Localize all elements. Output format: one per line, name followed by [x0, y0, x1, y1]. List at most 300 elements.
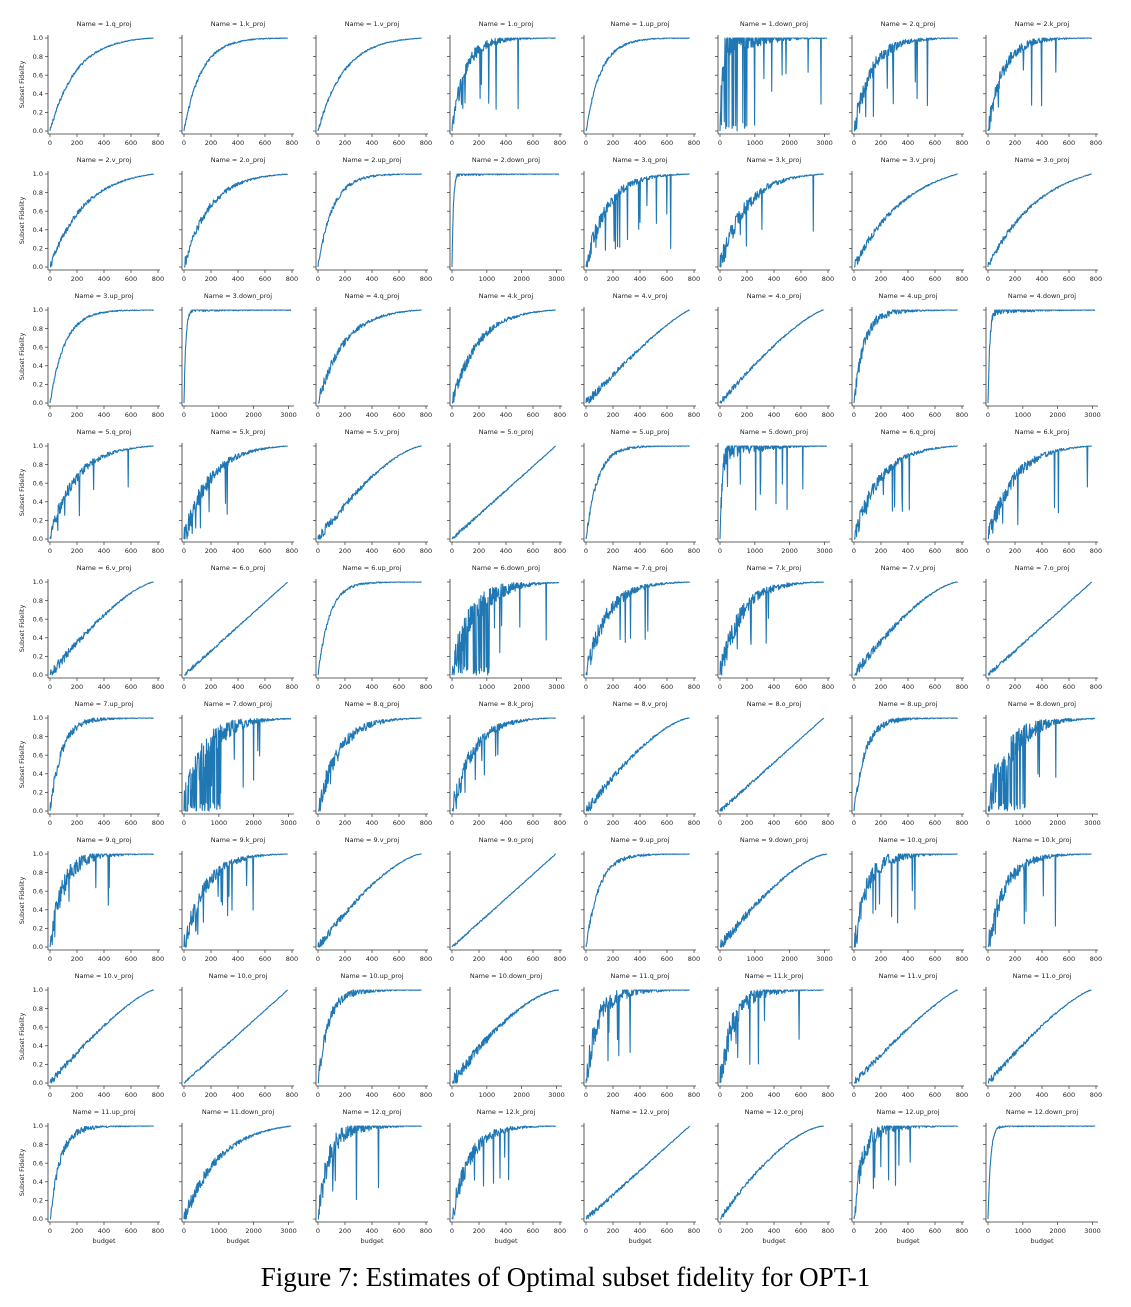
series-line	[50, 174, 154, 267]
x-tick-label: 400	[365, 819, 379, 827]
series-line	[988, 854, 1092, 947]
x-tick-label: 600	[660, 547, 674, 555]
x-tick-label: 200	[472, 139, 486, 147]
x-tick-label: 2000	[781, 547, 798, 555]
x-tick-label: 400	[231, 955, 245, 963]
panel-5-down_proj	[715, 428, 833, 555]
x-tick-label: 200	[740, 275, 754, 283]
y-tick-label: 0.8	[32, 52, 43, 61]
series-line	[720, 990, 824, 1083]
panel-10-v_proj	[18, 972, 164, 1099]
x-tick-label: 200	[1008, 683, 1022, 691]
x-tick-label: 400	[231, 275, 245, 283]
x-tick-label: 0	[47, 547, 53, 555]
x-tick-label: 200	[1008, 955, 1022, 963]
series-line	[988, 1126, 1095, 1219]
x-tick-label: 0	[985, 411, 991, 419]
x-tick-label: 400	[633, 1227, 647, 1235]
x-tick-label: 3000	[1084, 1227, 1101, 1235]
x-tick-label: 2000	[245, 819, 262, 827]
panel-title: Name = 11.up_proj	[72, 1108, 136, 1116]
x-tick-label: 0	[449, 819, 455, 827]
y-tick-label: 0.8	[32, 460, 43, 469]
series-line	[184, 990, 288, 1083]
x-tick-label: 600	[1062, 275, 1076, 283]
x-tick-label: 600	[258, 1091, 272, 1099]
panel-title: Name = 2.o_proj	[210, 156, 266, 164]
panel-title: Name = 4.q_proj	[344, 292, 400, 300]
panel-11-q_proj	[581, 972, 700, 1099]
x-tick-label: 200	[606, 683, 620, 691]
x-tick-label: 400	[633, 139, 647, 147]
panel-4-v_proj	[581, 292, 700, 419]
series-line	[720, 310, 824, 403]
x-tick-label: 800	[151, 955, 165, 963]
panel-1-v_proj	[313, 20, 432, 147]
series-line	[988, 38, 1092, 131]
x-tick-label: 2000	[781, 955, 798, 963]
x-tick-label: 400	[365, 547, 379, 555]
x-tick-label: 800	[285, 275, 299, 283]
x-tick-label: 800	[955, 411, 969, 419]
x-tick-label: 800	[285, 139, 299, 147]
panel-title: Name = 5.o_proj	[478, 428, 534, 436]
x-tick-label: 200	[70, 275, 84, 283]
series-line	[184, 582, 288, 675]
x-tick-label: 0	[985, 819, 991, 827]
x-tick-label: 200	[606, 411, 620, 419]
x-tick-label: 800	[1089, 547, 1103, 555]
x-tick-label: 1000	[478, 1091, 496, 1099]
x-tick-label: 200	[874, 955, 888, 963]
x-tick-label: 400	[97, 955, 111, 963]
panel-title: Name = 3.down_proj	[203, 292, 273, 300]
x-tick-label: 600	[1062, 547, 1076, 555]
panel-5-o_proj	[447, 428, 566, 555]
series-line	[586, 174, 690, 267]
series-line	[50, 446, 154, 539]
y-tick-label: 0.4	[32, 226, 43, 234]
series-line	[318, 446, 422, 539]
x-tick-label: 0	[47, 275, 53, 283]
panel-title: Name = 5.down_proj	[739, 428, 809, 436]
x-tick-label: 3000	[1084, 411, 1101, 419]
x-tick-label: 200	[740, 1227, 754, 1235]
panel-title: Name = 6.down_proj	[471, 564, 541, 572]
panel-title: Name = 8.v_proj	[612, 700, 668, 708]
x-tick-label: 0	[449, 683, 455, 691]
x-tick-label: 3000	[280, 411, 297, 419]
y-tick-label: 0.6	[32, 1159, 43, 1168]
x-tick-label: 0	[47, 819, 53, 827]
x-tick-label: 800	[419, 275, 433, 283]
series-line	[720, 718, 824, 811]
y-tick-label: 0.2	[32, 244, 43, 253]
series-line	[988, 990, 1092, 1083]
x-tick-label: 600	[928, 683, 942, 691]
x-tick-label: 600	[1062, 1091, 1076, 1099]
x-tick-label: 0	[315, 547, 321, 555]
series-line	[720, 446, 827, 539]
x-tick-label: 200	[606, 819, 620, 827]
y-tick-label: 0.6	[32, 479, 43, 488]
series-line	[452, 990, 559, 1083]
y-tick-label: 0.8	[32, 732, 43, 741]
x-tick-label: 0	[851, 411, 857, 419]
x-tick-label: 1000	[746, 139, 764, 147]
x-tick-label: 600	[1062, 139, 1076, 147]
panel-title: Name = 4.up_proj	[878, 292, 938, 300]
x-tick-label: 0	[583, 955, 589, 963]
panel-title: Name = 2.k_proj	[1014, 20, 1070, 28]
panel-10-q_proj	[849, 836, 968, 963]
panel-10-up_proj	[313, 972, 432, 1099]
y-axis-label: Subset Fidelity	[18, 332, 26, 381]
panel-5-up_proj	[581, 428, 700, 555]
y-axis-label: Subset Fidelity	[18, 1012, 26, 1061]
x-tick-label: 800	[553, 411, 567, 419]
panel-9-k_proj	[179, 836, 298, 963]
x-tick-label: 600	[660, 955, 674, 963]
x-tick-label: 800	[955, 1227, 969, 1235]
x-tick-label: 400	[633, 1091, 647, 1099]
series-line	[184, 718, 291, 811]
y-tick-label: 0.0	[32, 263, 43, 272]
series-line	[318, 854, 422, 947]
x-tick-label: 800	[419, 139, 433, 147]
series-line	[184, 38, 288, 131]
x-tick-label: 800	[821, 275, 835, 283]
x-tick-label: 600	[526, 547, 540, 555]
panel-title: Name = 6.k_proj	[1014, 428, 1070, 436]
series-line	[586, 990, 690, 1083]
x-tick-label: 400	[1035, 955, 1049, 963]
y-tick-label: 0.2	[32, 516, 43, 525]
series-line	[452, 174, 559, 267]
panel-title: Name = 2.v_proj	[76, 156, 132, 164]
x-tick-label: 800	[687, 139, 701, 147]
series-line	[452, 854, 556, 947]
x-tick-label: 0	[717, 1091, 723, 1099]
x-tick-label: 0	[181, 1091, 187, 1099]
y-tick-label: 0.4	[32, 1178, 43, 1186]
x-tick-label: 800	[419, 1227, 433, 1235]
x-tick-label: 0	[449, 1227, 455, 1235]
panel-12-q_proj	[313, 1108, 432, 1245]
x-tick-label: 200	[606, 547, 620, 555]
panel-title: Name = 6.v_proj	[76, 564, 132, 572]
x-tick-label: 800	[687, 683, 701, 691]
x-tick-label: 200	[606, 275, 620, 283]
x-tick-label: 200	[70, 819, 84, 827]
panel-title: Name = 1.k_proj	[210, 20, 266, 28]
x-tick-label: 400	[901, 139, 915, 147]
x-tick-label: 400	[901, 1227, 915, 1235]
series-line	[318, 38, 422, 131]
x-tick-label: 1000	[210, 411, 228, 419]
x-tick-label: 800	[151, 1227, 165, 1235]
x-tick-label: 600	[124, 547, 138, 555]
panel-5-v_proj	[313, 428, 432, 555]
panel-title: Name = 9.v_proj	[344, 836, 400, 844]
x-tick-label: 600	[124, 1091, 138, 1099]
x-axis-label: budget	[1030, 1237, 1054, 1245]
panel-title: Name = 12.o_proj	[744, 1108, 804, 1116]
figure-caption	[0, 1262, 1131, 1293]
x-tick-label: 600	[258, 275, 272, 283]
x-tick-label: 600	[392, 139, 406, 147]
panel-title: Name = 5.k_proj	[210, 428, 266, 436]
x-tick-label: 800	[285, 1091, 299, 1099]
series-line	[854, 718, 958, 811]
x-tick-label: 800	[285, 547, 299, 555]
x-tick-label: 600	[660, 683, 674, 691]
x-tick-label: 2000	[513, 275, 530, 283]
x-tick-label: 600	[928, 819, 942, 827]
x-tick-label: 0	[583, 1091, 589, 1099]
x-tick-label: 0	[181, 683, 187, 691]
panel-6-up_proj	[313, 564, 432, 691]
x-tick-label: 3000	[280, 1227, 297, 1235]
x-tick-label: 0	[583, 139, 589, 147]
x-tick-label: 600	[258, 955, 272, 963]
panel-title: Name = 4.o_proj	[746, 292, 802, 300]
series-line	[50, 1126, 154, 1219]
x-tick-label: 3000	[548, 683, 565, 691]
x-tick-label: 400	[901, 955, 915, 963]
series-line	[854, 174, 958, 267]
x-tick-label: 0	[315, 1091, 321, 1099]
x-tick-label: 400	[97, 139, 111, 147]
x-tick-label: 600	[526, 1227, 540, 1235]
x-tick-label: 200	[338, 955, 352, 963]
y-tick-label: 0.2	[32, 924, 43, 933]
y-tick-label: 0.4	[32, 362, 43, 370]
x-tick-label: 0	[315, 1227, 321, 1235]
x-tick-label: 3000	[1084, 819, 1101, 827]
panel-title: Name = 8.q_proj	[344, 700, 400, 708]
series-line	[988, 310, 1095, 403]
panel-1-k_proj	[179, 20, 298, 147]
x-tick-label: 400	[97, 819, 111, 827]
x-tick-label: 400	[499, 819, 513, 827]
x-tick-label: 600	[124, 683, 138, 691]
x-tick-label: 0	[181, 547, 187, 555]
panel-2-v_proj	[18, 156, 164, 283]
x-tick-label: 800	[419, 955, 433, 963]
series-line	[318, 718, 422, 811]
panel-title: Name = 9.o_proj	[478, 836, 534, 844]
x-tick-label: 0	[583, 819, 589, 827]
x-tick-label: 800	[687, 819, 701, 827]
panel-3-down_proj	[179, 292, 297, 419]
x-tick-label: 200	[874, 547, 888, 555]
panel-title: Name = 6.o_proj	[210, 564, 266, 572]
panel-title: Name = 12.down_proj	[1005, 1108, 1079, 1116]
x-tick-label: 600	[794, 683, 808, 691]
panel-title: Name = 8.k_proj	[478, 700, 534, 708]
panel-title: Name = 3.v_proj	[880, 156, 936, 164]
x-tick-label: 400	[633, 683, 647, 691]
series-line	[184, 1126, 291, 1219]
x-tick-label: 0	[717, 547, 723, 555]
panel-12-k_proj	[447, 1108, 566, 1245]
panel-2-k_proj	[983, 20, 1102, 147]
panel-11-down_proj	[179, 1108, 297, 1245]
x-tick-label: 600	[392, 411, 406, 419]
panel-title: Name = 11.o_proj	[1012, 972, 1072, 980]
x-tick-label: 200	[740, 683, 754, 691]
x-tick-label: 400	[901, 683, 915, 691]
panel-title: Name = 10.o_proj	[208, 972, 268, 980]
x-tick-label: 400	[633, 819, 647, 827]
x-tick-label: 0	[851, 139, 857, 147]
panel-title: Name = 1.o_proj	[478, 20, 534, 28]
x-tick-label: 400	[97, 547, 111, 555]
y-tick-label: 0.6	[32, 751, 43, 760]
y-tick-label: 0.0	[32, 1215, 43, 1224]
x-tick-label: 800	[687, 411, 701, 419]
series-line	[720, 854, 827, 947]
panel-title: Name = 4.down_proj	[1007, 292, 1077, 300]
series-line	[586, 310, 690, 403]
series-line	[854, 446, 958, 539]
x-tick-label: 200	[472, 955, 486, 963]
x-tick-label: 400	[231, 139, 245, 147]
panel-title: Name = 2.up_proj	[342, 156, 402, 164]
series-line	[988, 582, 1092, 675]
x-tick-label: 800	[553, 547, 567, 555]
panel-title: Name = 12.k_proj	[476, 1108, 536, 1116]
x-tick-label: 0	[851, 819, 857, 827]
x-tick-label: 200	[70, 411, 84, 419]
y-tick-label: 0.6	[32, 1023, 43, 1032]
x-tick-label: 400	[97, 275, 111, 283]
x-tick-label: 800	[821, 1091, 835, 1099]
x-tick-label: 400	[499, 411, 513, 419]
x-tick-label: 600	[124, 411, 138, 419]
x-tick-label: 800	[821, 1227, 835, 1235]
x-tick-label: 2000	[1049, 819, 1066, 827]
x-tick-label: 0	[315, 275, 321, 283]
panel-6-down_proj	[447, 564, 565, 691]
x-tick-label: 400	[365, 683, 379, 691]
x-tick-label: 200	[874, 1227, 888, 1235]
series-line	[318, 1126, 422, 1219]
x-tick-label: 400	[1035, 139, 1049, 147]
x-tick-label: 0	[851, 955, 857, 963]
panel-1-q_proj	[18, 20, 164, 147]
x-tick-label: 800	[151, 139, 165, 147]
series-line	[50, 990, 154, 1083]
x-tick-label: 200	[70, 139, 84, 147]
x-tick-label: 400	[1035, 547, 1049, 555]
panel-title: Name = 10.q_proj	[878, 836, 938, 844]
panel-title: Name = 11.q_proj	[610, 972, 670, 980]
panel-2-q_proj	[849, 20, 968, 147]
x-tick-label: 2000	[1049, 1227, 1066, 1235]
series-line	[318, 990, 422, 1083]
panel-4-k_proj	[447, 292, 566, 419]
x-tick-label: 200	[740, 819, 754, 827]
panel-7-up_proj	[18, 700, 164, 827]
x-tick-label: 400	[1035, 683, 1049, 691]
x-tick-label: 200	[204, 1091, 218, 1099]
x-tick-label: 600	[392, 955, 406, 963]
panel-7-k_proj	[715, 564, 834, 691]
panel-title: Name = 7.up_proj	[74, 700, 134, 708]
x-tick-label: 0	[449, 139, 455, 147]
x-tick-label: 0	[449, 547, 455, 555]
x-tick-label: 800	[419, 547, 433, 555]
x-tick-label: 1000	[746, 955, 764, 963]
panel-title: Name = 10.up_proj	[340, 972, 404, 980]
x-tick-label: 600	[124, 819, 138, 827]
x-tick-label: 0	[47, 1091, 53, 1099]
series-line	[586, 718, 690, 811]
x-tick-label: 400	[901, 819, 915, 827]
x-tick-label: 800	[821, 683, 835, 691]
panel-2-down_proj	[447, 156, 565, 283]
y-tick-label: 0.8	[32, 1004, 43, 1013]
y-axis-label: Subset Fidelity	[18, 60, 26, 109]
x-tick-label: 0	[47, 411, 53, 419]
series-line	[586, 38, 690, 131]
x-tick-label: 200	[1008, 1091, 1022, 1099]
x-tick-label: 400	[365, 411, 379, 419]
x-tick-label: 200	[204, 547, 218, 555]
panel-9-o_proj	[447, 836, 566, 963]
x-tick-label: 200	[874, 819, 888, 827]
x-tick-label: 200	[874, 683, 888, 691]
x-tick-label: 400	[901, 275, 915, 283]
x-tick-label: 400	[97, 1227, 111, 1235]
x-tick-label: 200	[70, 955, 84, 963]
x-tick-label: 600	[660, 275, 674, 283]
x-tick-label: 400	[901, 411, 915, 419]
x-tick-label: 600	[124, 1227, 138, 1235]
x-tick-label: 200	[204, 275, 218, 283]
x-axis-label: budget	[92, 1237, 116, 1245]
y-tick-label: 1.0	[32, 34, 43, 43]
x-tick-label: 400	[767, 819, 781, 827]
x-tick-label: 0	[717, 411, 723, 419]
y-tick-label: 0.8	[32, 188, 43, 197]
panel-9-q_proj	[18, 836, 164, 963]
x-tick-label: 800	[687, 275, 701, 283]
y-tick-label: 0.4	[32, 770, 43, 778]
x-axis-label: budget	[762, 1237, 786, 1245]
panel-8-o_proj	[715, 700, 834, 827]
y-tick-label: 0.2	[32, 108, 43, 117]
x-tick-label: 0	[315, 683, 321, 691]
x-tick-label: 200	[1008, 275, 1022, 283]
x-tick-label: 800	[553, 819, 567, 827]
x-tick-label: 800	[553, 955, 567, 963]
panel-title: Name = 9.k_proj	[210, 836, 266, 844]
y-axis-label: Subset Fidelity	[18, 196, 26, 245]
y-tick-label: 0.0	[32, 807, 43, 816]
x-tick-label: 400	[499, 139, 513, 147]
x-tick-label: 200	[338, 139, 352, 147]
panel-8-v_proj	[581, 700, 700, 827]
x-tick-label: 400	[1035, 275, 1049, 283]
series-line	[50, 38, 154, 131]
x-tick-label: 800	[687, 955, 701, 963]
panel-12-up_proj	[849, 1108, 968, 1245]
x-tick-label: 0	[583, 547, 589, 555]
x-tick-label: 200	[472, 411, 486, 419]
